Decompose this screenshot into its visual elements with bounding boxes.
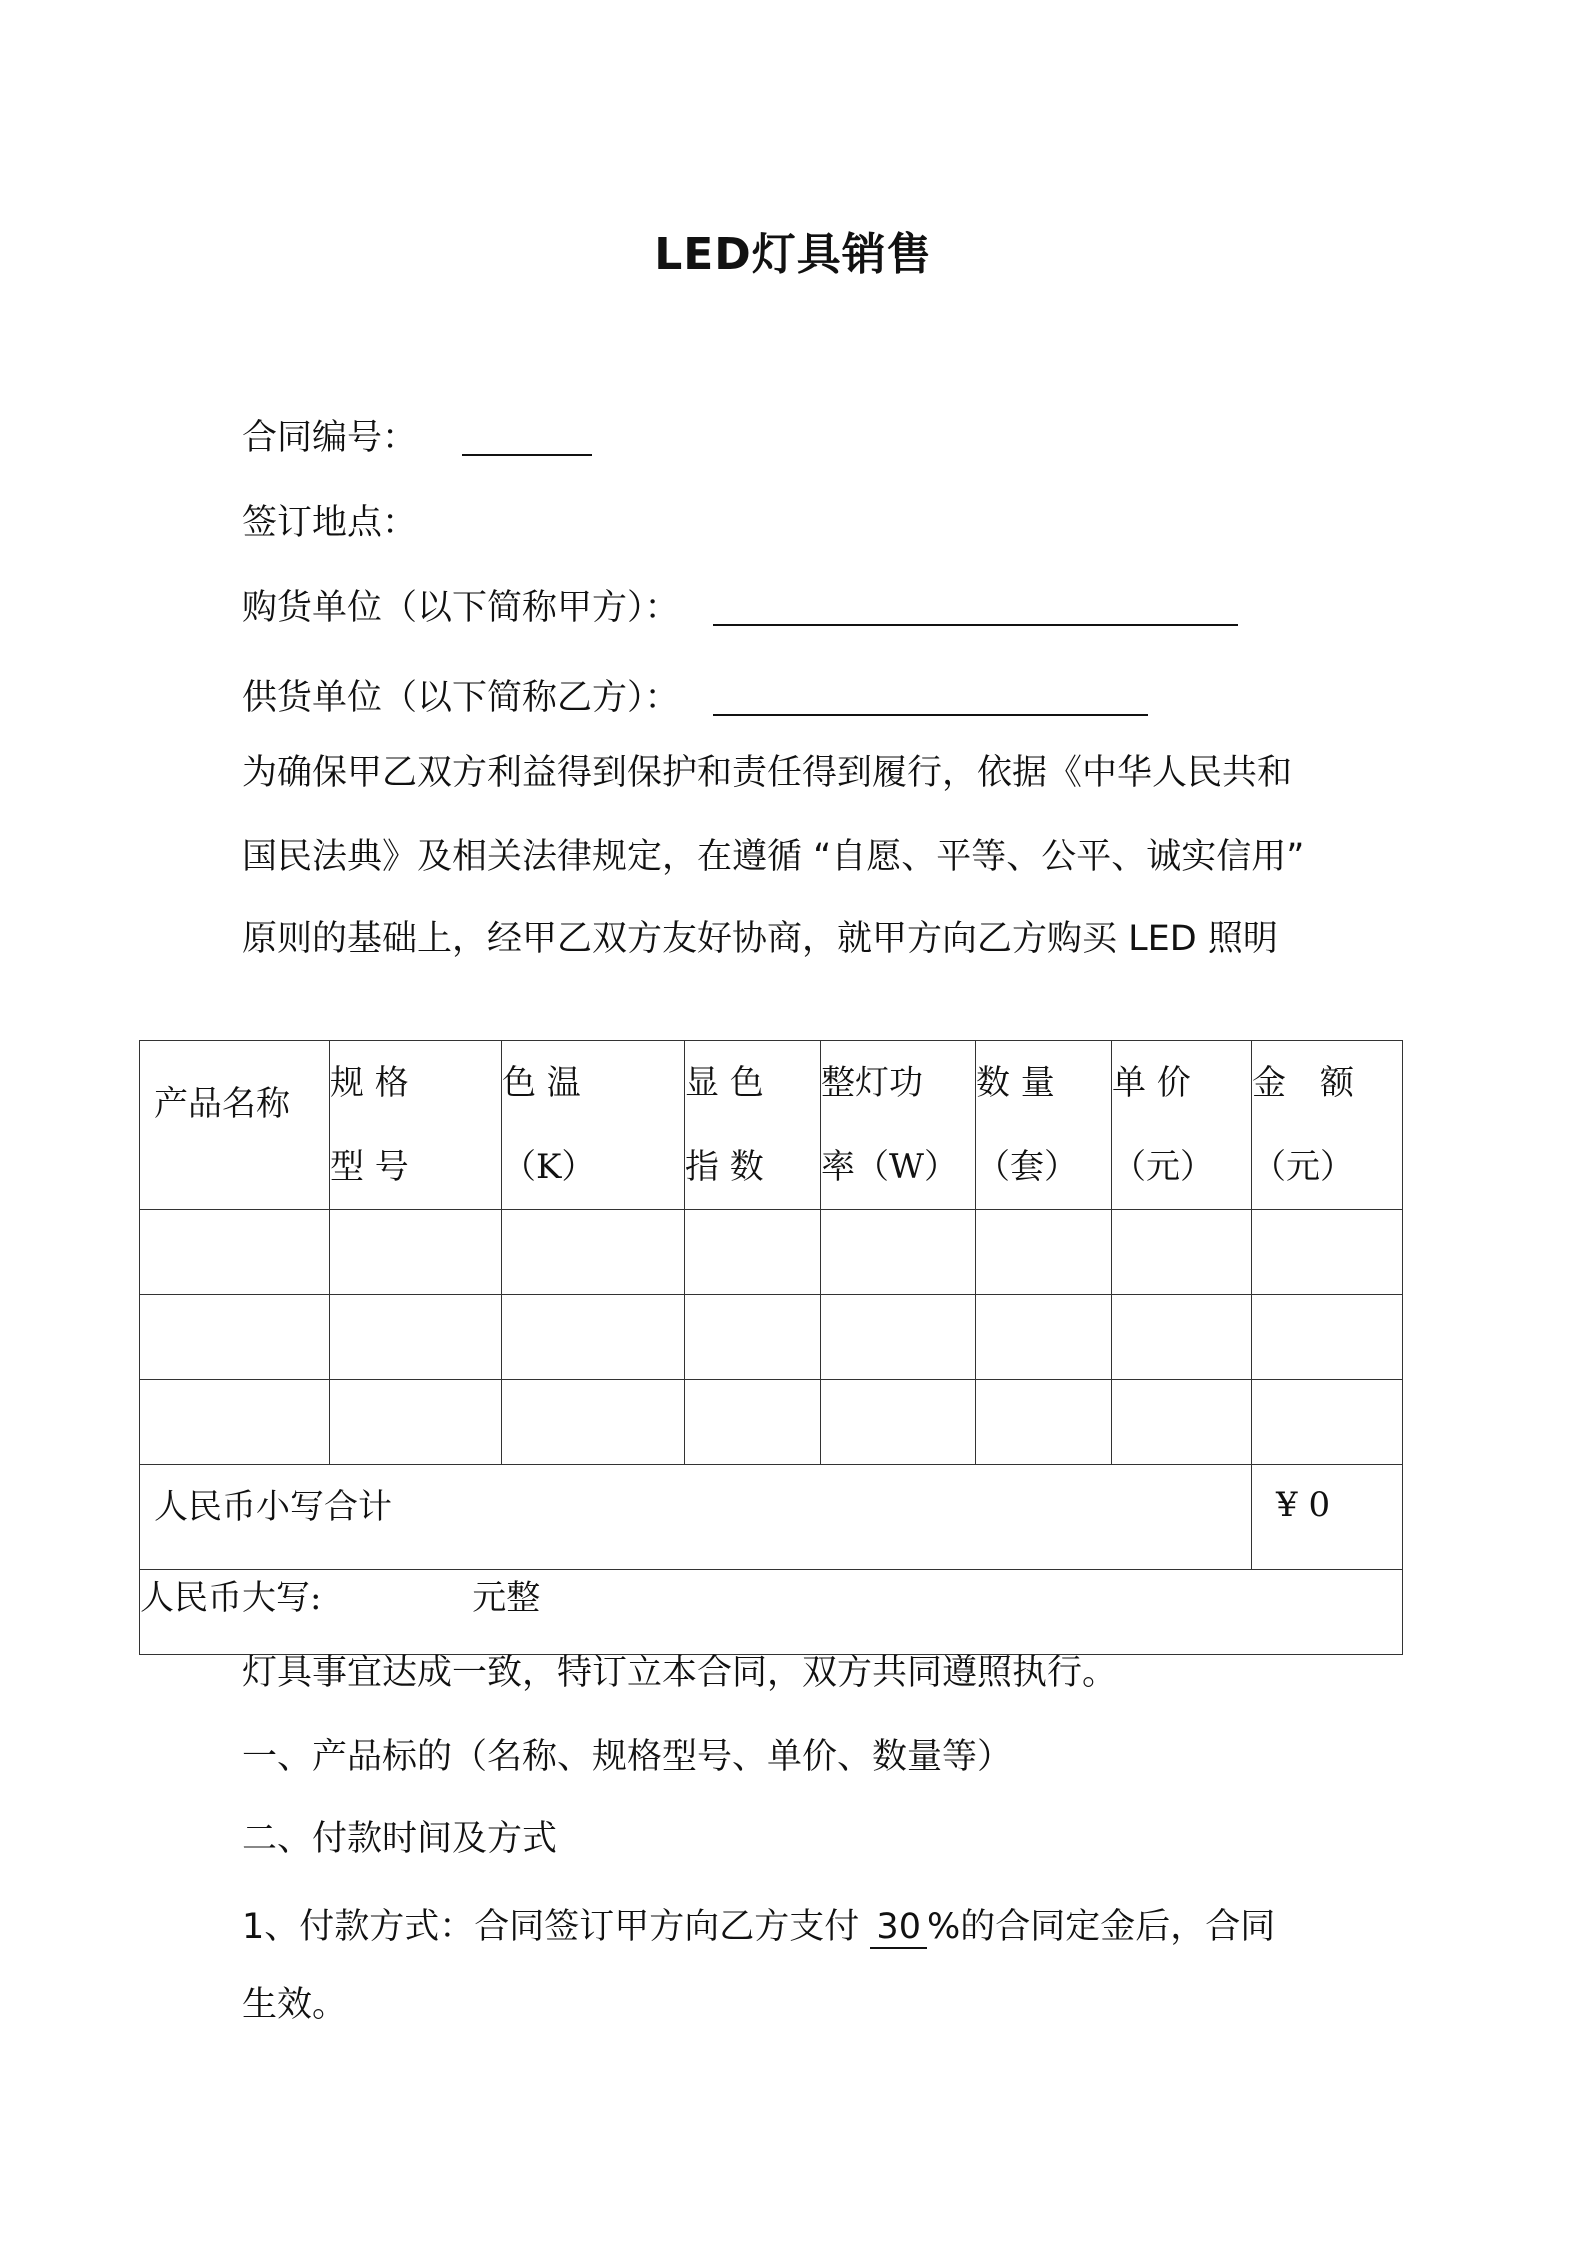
buyer-row: [242, 590, 1238, 626]
intro-line-2: 国民法典》及相关法律规定，在遵循 “自愿、平等、公平、诚实信用”: [242, 837, 1305, 877]
table-cell[interactable]: [330, 1210, 502, 1295]
sign-place-row: [242, 503, 418, 543]
table-cell[interactable]: [821, 1210, 976, 1295]
payment-prefix: 1、付款方式：合同签订甲方向乙方支付: [242, 1907, 860, 1947]
document-title: LED灯具销售: [654, 229, 932, 280]
table-cell[interactable]: [1252, 1380, 1403, 1465]
supplier-row: [242, 680, 1148, 716]
supplier-label: 供货单位（以下简称乙方）：: [242, 678, 680, 718]
table-cell[interactable]: [1252, 1210, 1403, 1295]
header-quantity: 数 量 （套）: [976, 1041, 1112, 1210]
big-total-unit: 元整: [472, 1578, 541, 1618]
payment-line-2: 生效。: [242, 1985, 348, 2025]
payment-line-1: [242, 1907, 1276, 1947]
table-cell[interactable]: [502, 1295, 685, 1380]
intro-line-3: 原则的基础上，经甲乙双方友好协商，就甲方向乙方购买 LED 照明: [242, 919, 1278, 959]
big-total-label: 人民币大写:: [140, 1578, 322, 1618]
table-cell[interactable]: [976, 1380, 1112, 1465]
header-cri: 显 色 指 数: [685, 1041, 821, 1210]
header-color-temp: 色 温 （K）: [502, 1041, 685, 1210]
big-total-row: [140, 1570, 1403, 1655]
header-power: 整灯功 率（W）: [821, 1041, 976, 1210]
header-spec-model: 规 格 型 号: [330, 1041, 502, 1210]
big-total-cell: [140, 1570, 1403, 1655]
section-2-heading: 二、付款时间及方式: [242, 1819, 558, 1859]
table-cell[interactable]: [140, 1295, 330, 1380]
table-cell[interactable]: [685, 1295, 821, 1380]
table-cell[interactable]: [1112, 1295, 1252, 1380]
table-cell[interactable]: [976, 1210, 1112, 1295]
table-header-row: [140, 1041, 1403, 1210]
section-1-heading: 一、产品标的（名称、规格型号、单价、数量等）: [242, 1737, 1013, 1777]
table-cell[interactable]: [140, 1380, 330, 1465]
table-row: [140, 1210, 1403, 1295]
table-cell[interactable]: [502, 1210, 685, 1295]
table-cell[interactable]: [502, 1380, 685, 1465]
product-table: [139, 1040, 1403, 1655]
contract-number-blank: [462, 420, 592, 456]
contract-number-row: [242, 420, 592, 456]
small-total-value: ¥ 0: [1252, 1465, 1403, 1570]
table-cell[interactable]: [821, 1295, 976, 1380]
small-total-label: 人民币小写合计: [140, 1465, 1252, 1570]
small-total-row: [140, 1465, 1403, 1570]
table-cell[interactable]: [330, 1295, 502, 1380]
contract-number-label: 合同编号：: [242, 418, 418, 458]
supplier-blank: [713, 680, 1148, 716]
header-product-name: 产品名称: [140, 1041, 330, 1210]
table-cell[interactable]: [1112, 1210, 1252, 1295]
intro-line-1: 为确保甲乙双方利益得到保护和责任得到履行，依据《中华人民共和: [242, 753, 1293, 793]
header-amount: 金 额 （元）: [1252, 1041, 1403, 1210]
table-cell[interactable]: [821, 1380, 976, 1465]
buyer-blank: [713, 590, 1238, 626]
table-cell[interactable]: [976, 1295, 1112, 1380]
header-unit-price: 单 价 （元）: [1112, 1041, 1252, 1210]
payment-percent: 30: [870, 1907, 927, 1949]
payment-suffix: %的合同定金后，合同: [926, 1907, 1276, 1947]
table-cell[interactable]: [1112, 1380, 1252, 1465]
buyer-label: 购货单位（以下简称甲方）：: [242, 588, 680, 628]
table-cell[interactable]: [330, 1380, 502, 1465]
table-cell[interactable]: [1252, 1295, 1403, 1380]
table-cell[interactable]: [685, 1380, 821, 1465]
table-cell[interactable]: [140, 1210, 330, 1295]
sign-place-label: 签订地点：: [242, 503, 418, 543]
after-table-text: 灯具事宜达成一致，特订立本合同，双方共同遵照执行。: [242, 1653, 1118, 1693]
table-row: [140, 1295, 1403, 1380]
table-cell[interactable]: [685, 1210, 821, 1295]
table-row: [140, 1380, 1403, 1465]
